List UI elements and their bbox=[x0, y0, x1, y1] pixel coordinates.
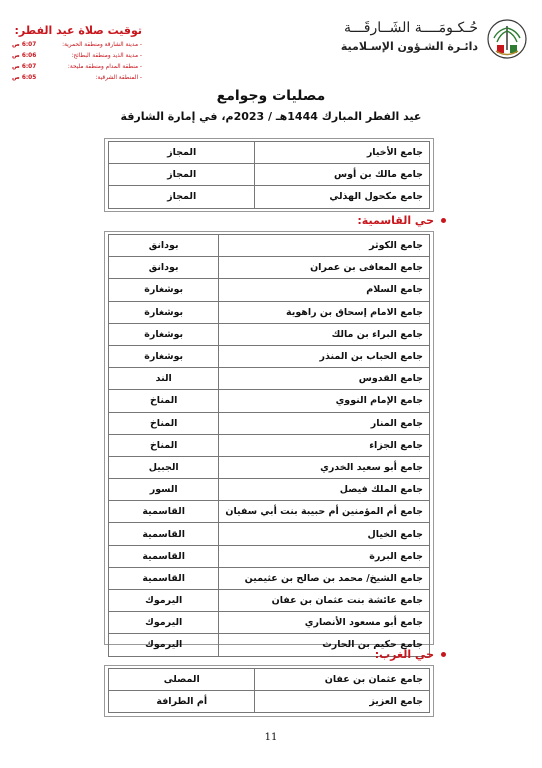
prayer-location: - مدينة الذيد ومنطقة البطائح: bbox=[71, 53, 142, 59]
area-cell: الند bbox=[109, 368, 219, 390]
prayer-location: - مدينة الشارقة ومنطقة الحمرية: bbox=[62, 42, 142, 48]
area-cell: بوشغارة bbox=[109, 345, 219, 367]
table-row bbox=[109, 669, 430, 691]
mosque-name-cell: جامع الجزاء bbox=[219, 434, 430, 456]
table-row bbox=[109, 164, 430, 186]
mosque-name-cell: جامع الخيال bbox=[219, 523, 430, 545]
logo-subtitle: دائـرة الشـؤون الإسـلامية bbox=[340, 40, 478, 53]
mosque-name-cell: جامع الملك فيصل bbox=[219, 479, 430, 501]
mosque-name-cell: جامع العزيز bbox=[255, 691, 430, 713]
government-logo bbox=[340, 18, 530, 60]
table-row bbox=[109, 434, 430, 456]
table-row bbox=[109, 257, 430, 279]
mosques-table-1 bbox=[108, 141, 430, 209]
mosque-name-cell: جامع أبو مسعود الأنصاري bbox=[219, 612, 430, 634]
mosque-name-cell: جامع البررة bbox=[219, 545, 430, 567]
table-row bbox=[109, 612, 430, 634]
area-cell: بودانق bbox=[109, 257, 219, 279]
table-row bbox=[109, 235, 430, 257]
area-cell: القاسمية bbox=[109, 567, 219, 589]
section-heading bbox=[375, 648, 446, 661]
mosque-name-cell: جامع أبو سعيد الخدري bbox=[219, 456, 430, 478]
mosque-name-cell: جامع مكحول الهذلي bbox=[255, 186, 430, 208]
table-row bbox=[109, 501, 430, 523]
mosque-name-cell: جامع المعافى بن عمران bbox=[219, 257, 430, 279]
table-row bbox=[109, 691, 430, 713]
prayer-time-line bbox=[12, 73, 142, 84]
area-cell: المجاز bbox=[109, 142, 255, 164]
prayer-time-line bbox=[12, 62, 142, 73]
table-row bbox=[109, 567, 430, 589]
table-row bbox=[109, 412, 430, 434]
bullet-icon bbox=[441, 218, 446, 223]
table-row bbox=[109, 545, 430, 567]
emblem-icon bbox=[484, 18, 530, 60]
area-cell: المناخ bbox=[109, 434, 219, 456]
mosque-name-cell: جامع الامام إسحاق بن راهوية bbox=[219, 301, 430, 323]
mosques-table-2 bbox=[108, 234, 430, 657]
table-row bbox=[109, 301, 430, 323]
area-cell: المجاز bbox=[109, 186, 255, 208]
mosque-name-cell: جامع السلام bbox=[219, 279, 430, 301]
area-cell: الجبيل bbox=[109, 456, 219, 478]
mosque-name-cell: جامع الشيخ/ محمد بن صالح بن عثيمين bbox=[219, 567, 430, 589]
bullet-icon bbox=[441, 652, 446, 657]
mosque-name-cell: جامع عائشة بنت عثمان بن عفان bbox=[219, 590, 430, 612]
section-title: حي القاسمية: bbox=[357, 214, 434, 227]
section-heading bbox=[357, 214, 446, 227]
table-row bbox=[109, 279, 430, 301]
area-cell: اليرموك bbox=[109, 634, 219, 656]
table-row bbox=[109, 456, 430, 478]
mosque-name-cell: جامع القدوس bbox=[219, 368, 430, 390]
section-title: حي الغرب: bbox=[374, 648, 434, 661]
prayer-location: - منطقة المدام ومنطقة مليحة: bbox=[67, 64, 142, 70]
area-cell: القاسمية bbox=[109, 523, 219, 545]
mosque-name-cell: جامع المنار bbox=[219, 412, 430, 434]
mosque-name-cell: جامع حكيم بن الحارث bbox=[219, 634, 430, 656]
mosque-name-cell: جامع الأخيار bbox=[255, 142, 430, 164]
table-row bbox=[109, 345, 430, 367]
prayer-time-line bbox=[12, 51, 142, 62]
area-cell: بوشغارة bbox=[109, 323, 219, 345]
table-row bbox=[109, 368, 430, 390]
area-cell: القاسمية bbox=[109, 501, 219, 523]
prayer-time: 6:07 ص bbox=[12, 42, 37, 48]
page-subtitle: عيد الفطر المبارك 1444هـ / 2023م، في إمارة الشارقة bbox=[120, 110, 422, 123]
mosque-name-cell: جامع عثمان بن عفان bbox=[255, 669, 430, 691]
page-title: مصليات وجوامع bbox=[216, 88, 326, 104]
area-cell: المناخ bbox=[109, 390, 219, 412]
table-row bbox=[109, 323, 430, 345]
area-cell: السور bbox=[109, 479, 219, 501]
area-cell: المصلى bbox=[109, 669, 255, 691]
area-cell: المجاز bbox=[109, 164, 255, 186]
area-cell: القاسمية bbox=[109, 545, 219, 567]
page-number: 11 bbox=[264, 732, 278, 743]
table-row bbox=[109, 479, 430, 501]
table-row bbox=[109, 523, 430, 545]
table-row bbox=[109, 186, 430, 208]
mosque-name-cell: جامع الإمام النووي bbox=[219, 390, 430, 412]
area-cell: اليرموك bbox=[109, 590, 219, 612]
mosques-table-3 bbox=[108, 668, 430, 713]
table-row bbox=[109, 390, 430, 412]
mosque-name-cell: جامع أم المؤمنين أم حبيبة بنت أبي سفيان bbox=[219, 501, 430, 523]
prayer-location: - المنطقة الشرقية: bbox=[95, 75, 142, 81]
prayer-times-box bbox=[12, 24, 142, 84]
table-row bbox=[109, 142, 430, 164]
prayer-time: 6:07 ص bbox=[12, 64, 37, 70]
mosque-name-cell: جامع الحباب بن المنذر bbox=[219, 345, 430, 367]
mosque-name-cell: جامع البراء بن مالك bbox=[219, 323, 430, 345]
area-cell: بوشغارة bbox=[109, 301, 219, 323]
table-row bbox=[109, 590, 430, 612]
mosque-name-cell: جامع الكوثر bbox=[219, 235, 430, 257]
area-cell: اليرموك bbox=[109, 612, 219, 634]
logo-title: حُـكـومَــــة الشَــارقَـــة bbox=[343, 20, 478, 36]
mosque-name-cell: جامع مالك بن أوس bbox=[255, 164, 430, 186]
prayer-time-line bbox=[12, 40, 142, 51]
area-cell: المناخ bbox=[109, 412, 219, 434]
area-cell: بودانق bbox=[109, 235, 219, 257]
prayer-times-title: توقيت صلاة عيد الفطر: bbox=[14, 24, 142, 37]
prayer-time: 6:06 ص bbox=[12, 53, 37, 59]
prayer-time: 6:05 ص bbox=[12, 75, 37, 81]
area-cell: أم الطرافة bbox=[109, 691, 255, 713]
area-cell: بوشغارة bbox=[109, 279, 219, 301]
